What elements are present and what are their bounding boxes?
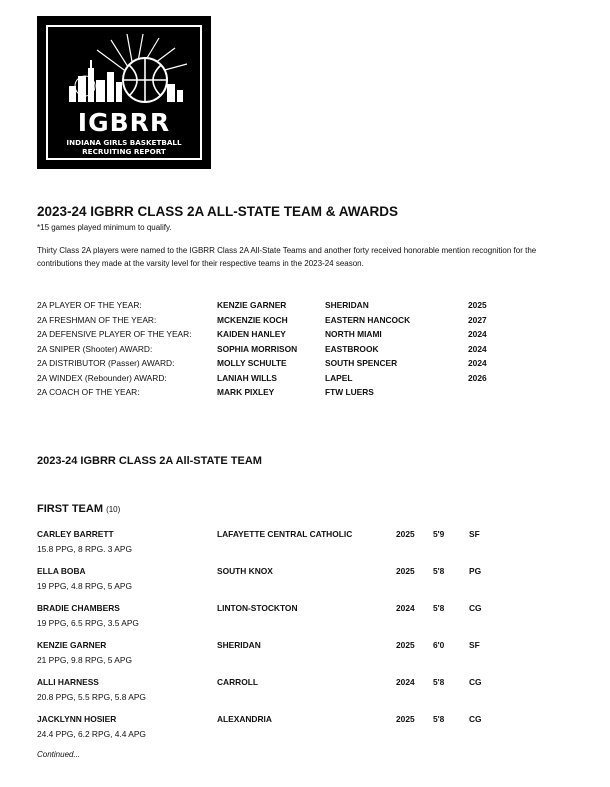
player-row [37,640,577,677]
page-title: 2023-24 IGBRR CLASS 2A ALL-STATE TEAM & AWARDS [37,204,399,219]
logo-subtitle-line1: INDIANA GIRLS BASKETBALL [66,138,182,147]
player-year: 2024 [396,677,415,687]
player-school: LINTON-STOCKTON [217,603,298,613]
qualification-note: *15 games played minimum to qualify. [37,223,172,232]
player-position: SF [469,529,480,539]
award-year: 2024 [468,343,487,354]
award-school: SHERIDAN [325,300,369,310]
award-winner: SOPHIA MORRISON [217,343,298,354]
award-school: EASTBROOK [325,343,379,354]
award-winner: MCKENZIE KOCH [217,314,288,325]
player-height: 5'8 [433,714,445,724]
award-year: 2026 [468,372,487,383]
award-winner: LANIAH WILLS [217,372,278,383]
award-label: 2A DEFENSIVE PLAYER OF THE YEAR: [37,329,192,339]
player-row [37,566,577,603]
award-year: 2025 [468,300,487,310]
intro-paragraph: Thirty Class 2A players were named to the IGBRR Class 2A All-State Teams and another forty received honorable mention recognition for the contributions they made at the varsity level for their respective teams in the 2023-24 season. [37,246,537,268]
player-stats: 21 PPG, 9.8 RPG, 5 APG [37,655,132,665]
award-school: NORTH MIAMI [325,329,382,339]
award-year: 2024 [468,329,487,339]
logo-wordmark: IGBRR [77,108,171,137]
player-position: CG [469,603,482,613]
award-label: 2A FRESHMAN OF THE YEAR: [37,314,157,325]
player-position: CG [469,714,482,724]
player-name: JACKLYNN HOSIER [37,714,117,724]
player-position: SF [469,640,480,650]
player-row [37,677,577,714]
award-winner: MARK PIXLEY [217,387,275,397]
award-label: 2A WINDEX (Rebounder) AWARD: [37,372,167,383]
player-year: 2025 [396,640,415,650]
player-stats: 15.8 PPG, 8 RPG. 3 APG [37,544,132,554]
player-height: 6'0 [433,640,445,650]
player-school: SHERIDAN [217,640,261,650]
player-school: SOUTH KNOX [217,566,273,576]
award-label: 2A COACH OF THE YEAR: [37,387,140,397]
award-winner: KENZIE GARNER [217,300,287,310]
player-height: 5'8 [433,677,445,687]
player-height: 5'8 [433,566,445,576]
award-label: 2A SNIPER (Shooter) AWARD: [37,343,153,354]
igbrr-logo [37,16,211,169]
player-stats: 24.4 PPG, 6.2 RPG, 4.4 APG [37,729,146,739]
first-team-label: FIRST TEAM [37,503,103,515]
player-row [37,603,577,640]
award-year: 2024 [468,358,487,368]
first-team-count: (10) [106,505,121,514]
award-school: LAPEL [325,372,353,383]
award-winner: KAIDEN HANLEY [217,329,286,339]
player-name: CARLEY BARRETT [37,529,114,539]
player-stats: 20.8 PPG, 5.5 RPG, 5.8 APG [37,692,146,702]
player-year: 2025 [396,529,415,539]
award-label: 2A PLAYER OF THE YEAR: [37,300,142,310]
team-heading: 2023-24 IGBRR CLASS 2A All-STATE TEAM [37,455,262,467]
player-year: 2024 [396,603,415,613]
player-name: ALLI HARNESS [37,677,99,687]
player-school: ALEXANDRIA [217,714,272,724]
award-school: EASTERN HANCOCK [325,314,411,325]
player-name: BRADIE CHAMBERS [37,603,120,613]
player-row [37,714,577,751]
player-year: 2025 [396,566,415,576]
player-year: 2025 [396,714,415,724]
award-label: 2A DISTRIBUTOR (Passer) AWARD: [37,358,175,368]
player-stats: 19 PPG, 4.8 RPG, 5 APG [37,581,132,591]
player-height: 5'9 [433,529,445,539]
player-stats: 19 PPG, 6.5 RPG, 3.5 APG [37,618,139,628]
first-team-heading [37,503,120,515]
logo-subtitle-line2: RECRUITING REPORT [82,147,166,156]
player-school: CARROLL [217,677,258,687]
player-position: PG [469,566,482,576]
continued-note: Continued... [37,750,81,759]
player-school: LAFAYETTE CENTRAL CATHOLIC [217,529,353,539]
player-position: CG [469,677,482,687]
award-year: 2027 [468,314,487,325]
player-row [37,529,577,566]
award-school: FTW LUERS [325,387,374,397]
player-name: KENZIE GARNER [37,640,107,650]
award-school: SOUTH SPENCER [325,358,398,368]
player-name: ELLA BOBA [37,566,86,576]
award-winner: MOLLY SCHULTE [217,358,287,368]
first-team-list [37,529,577,751]
player-height: 5'8 [433,603,445,613]
